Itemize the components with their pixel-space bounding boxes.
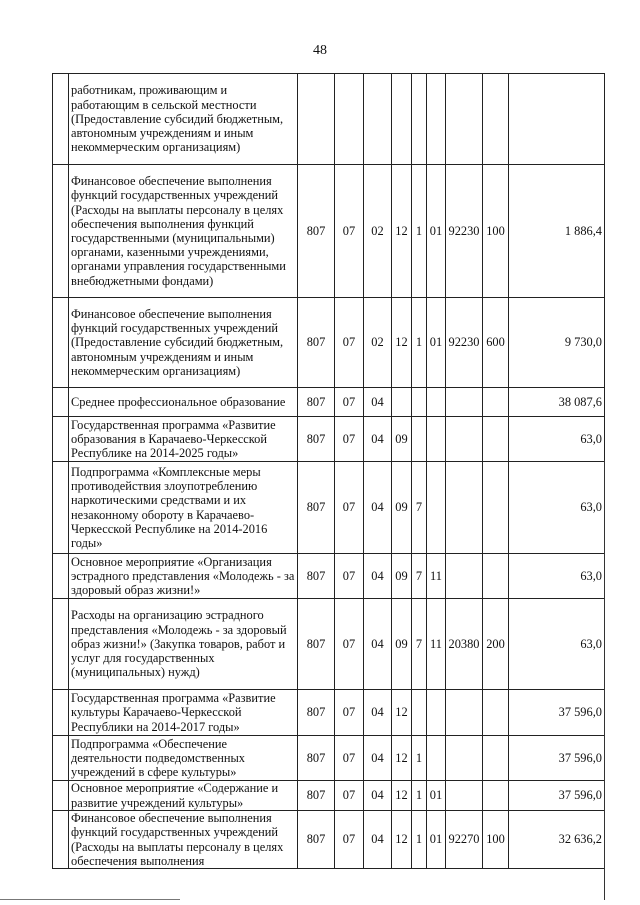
code-direction-cell [446,554,483,599]
item-name-cell: Основное мероприятие «Содержание и развитие учреждений культуры» [69,781,298,811]
amount-cell: 37 596,0 [509,690,605,736]
scan-edge-line [604,460,605,900]
code-direction-cell [446,388,483,417]
code-subsection-cell: 04 [364,781,392,811]
code-direction-cell [446,74,483,165]
table-row [53,599,605,690]
amount-cell: 32 636,2 [509,811,605,869]
row-margin-cell [53,417,69,462]
code-expense-type-cell [483,690,509,736]
code-ministry-cell: 807 [298,736,335,781]
code-subsection-cell: 04 [364,811,392,869]
code-direction-cell: 20380 [446,599,483,690]
code-ministry-cell: 807 [298,388,335,417]
code-direction-cell: 92230 [446,298,483,388]
item-name-cell: Основное мероприятие «Организация эстрадного представления «Молодежь - за здоровый образ жизни!» [69,554,298,599]
code-program-cell: 12 [392,781,412,811]
code-subprogram-cell: 7 [412,599,427,690]
code-event-cell [427,417,446,462]
amount-cell: 63,0 [509,462,605,554]
amount-cell: 63,0 [509,599,605,690]
code-event-cell: 11 [427,554,446,599]
table-row [53,811,605,869]
code-program-cell [392,74,412,165]
item-name-cell: Государственная программа «Развитие образования в Карачаево-Черкесской Республике на 2014-2025 годы» [69,417,298,462]
row-margin-cell [53,811,69,869]
code-program-cell: 12 [392,165,412,298]
code-ministry-cell: 807 [298,781,335,811]
code-program-cell: 09 [392,417,412,462]
row-margin-cell [53,298,69,388]
code-section-cell: 07 [335,811,364,869]
code-program-cell: 09 [392,554,412,599]
amount-cell: 1 886,4 [509,165,605,298]
code-subprogram-cell [412,74,427,165]
row-margin-cell [53,554,69,599]
row-margin-cell [53,388,69,417]
code-section-cell: 07 [335,736,364,781]
code-event-cell: 11 [427,599,446,690]
code-expense-type-cell: 100 [483,811,509,869]
code-direction-cell [446,462,483,554]
table-row [53,781,605,811]
amount-cell: 63,0 [509,554,605,599]
code-direction-cell [446,781,483,811]
code-subsection-cell [364,74,392,165]
code-section-cell: 07 [335,165,364,298]
code-expense-type-cell [483,462,509,554]
table-row [53,554,605,599]
row-margin-cell [53,165,69,298]
item-name-cell: Финансовое обеспечение выполнения функций государственных учреждений (Расходы на выплаты персоналу в целях обеспечения выполнения функций государственными (муниципальными) органами, казенными учреждениями, органами управления государственными внебюджетными фондами) [69,165,298,298]
code-expense-type-cell [483,388,509,417]
code-program-cell: 12 [392,736,412,781]
code-ministry-cell: 807 [298,599,335,690]
code-direction-cell: 92230 [446,165,483,298]
code-event-cell: 01 [427,165,446,298]
table-row [53,165,605,298]
code-subsection-cell: 04 [364,462,392,554]
code-expense-type-cell: 600 [483,298,509,388]
code-section-cell: 07 [335,462,364,554]
code-direction-cell: 92270 [446,811,483,869]
item-name-cell: Финансовое обеспечение выполнения функций государственных учреждений (Расходы на выплаты персоналу в целях обеспечения выполнения [69,811,298,869]
page-number: 48 [313,43,327,58]
row-margin-cell [53,599,69,690]
code-section-cell [335,74,364,165]
code-subprogram-cell: 7 [412,462,427,554]
code-subsection-cell: 04 [364,388,392,417]
table-row [53,298,605,388]
budget-table [52,73,605,869]
table-row [53,736,605,781]
amount-cell: 9 730,0 [509,298,605,388]
code-subprogram-cell [412,417,427,462]
row-margin-cell [53,736,69,781]
code-section-cell: 07 [335,690,364,736]
code-direction-cell [446,417,483,462]
code-subprogram-cell [412,690,427,736]
row-margin-cell [53,462,69,554]
code-event-cell: 01 [427,781,446,811]
row-margin-cell [53,690,69,736]
code-subprogram-cell: 1 [412,781,427,811]
code-subsection-cell: 04 [364,417,392,462]
code-subsection-cell: 02 [364,298,392,388]
row-margin-cell [53,74,69,165]
code-program-cell: 12 [392,298,412,388]
code-ministry-cell: 807 [298,165,335,298]
amount-cell: 38 087,6 [509,388,605,417]
amount-cell [509,74,605,165]
code-expense-type-cell [483,554,509,599]
code-section-cell: 07 [335,781,364,811]
code-event-cell [427,74,446,165]
code-ministry-cell: 807 [298,298,335,388]
scan-bottom-line [0,899,180,900]
code-subprogram-cell [412,388,427,417]
code-subprogram-cell: 1 [412,736,427,781]
code-subsection-cell: 04 [364,554,392,599]
code-ministry-cell: 807 [298,811,335,869]
amount-cell: 37 596,0 [509,736,605,781]
table-body [53,74,605,869]
code-expense-type-cell: 200 [483,599,509,690]
code-section-cell: 07 [335,554,364,599]
code-expense-type-cell [483,74,509,165]
code-subprogram-cell: 1 [412,811,427,869]
code-section-cell: 07 [335,417,364,462]
code-ministry-cell: 807 [298,462,335,554]
code-program-cell: 12 [392,811,412,869]
code-section-cell: 07 [335,388,364,417]
code-subprogram-cell: 7 [412,554,427,599]
code-ministry-cell [298,74,335,165]
code-expense-type-cell [483,736,509,781]
code-program-cell: 09 [392,462,412,554]
code-subprogram-cell: 1 [412,298,427,388]
code-expense-type-cell: 100 [483,165,509,298]
code-event-cell [427,462,446,554]
item-name-cell: работникам, проживающим и работающим в сельской местности (Предоставление субсидий бюджетным, автономным учреждениям и иным некоммерческим организациям) [69,74,298,165]
code-expense-type-cell [483,781,509,811]
table-row [53,417,605,462]
table-row [53,690,605,736]
item-name-cell: Расходы на организацию эстрадного представления «Молодежь - за здоровый образ жизни!» (Закупка товаров, работ и услуг для государственных (муниципальных) нужд) [69,599,298,690]
row-margin-cell [53,781,69,811]
item-name-cell: Подпрограмма «Обеспечение деятельности подведомственных учреждений в сфере культуры» [69,736,298,781]
code-subsection-cell: 02 [364,165,392,298]
code-section-cell: 07 [335,599,364,690]
item-name-cell: Подпрограмма «Комплексные меры противодействия злоупотреблению наркотическими средствами и их незаконному обороту в Карачаево-Черкесской Республике на 2014-2016 годы» [69,462,298,554]
code-direction-cell [446,736,483,781]
code-event-cell [427,736,446,781]
code-program-cell [392,388,412,417]
code-program-cell: 09 [392,599,412,690]
code-event-cell: 01 [427,298,446,388]
table-row [53,388,605,417]
code-subsection-cell: 04 [364,736,392,781]
item-name-cell: Государственная программа «Развитие культуры Карачаево-Черкесской Республики на 2014-2017 годы» [69,690,298,736]
item-name-cell: Финансовое обеспечение выполнения функций государственных учреждений (Предоставление субсидий бюджетным, автономным учреждениям и иным некоммерческим организациям) [69,298,298,388]
code-event-cell [427,388,446,417]
code-ministry-cell: 807 [298,554,335,599]
code-program-cell: 12 [392,690,412,736]
code-subprogram-cell: 1 [412,165,427,298]
code-subsection-cell: 04 [364,599,392,690]
code-subsection-cell: 04 [364,690,392,736]
item-name-cell: Среднее профессиональное образование [69,388,298,417]
code-event-cell: 01 [427,811,446,869]
code-direction-cell [446,690,483,736]
amount-cell: 63,0 [509,417,605,462]
code-section-cell: 07 [335,298,364,388]
code-ministry-cell: 807 [298,417,335,462]
code-expense-type-cell [483,417,509,462]
table-row [53,74,605,165]
code-event-cell [427,690,446,736]
code-ministry-cell: 807 [298,690,335,736]
table-row [53,462,605,554]
amount-cell: 37 596,0 [509,781,605,811]
